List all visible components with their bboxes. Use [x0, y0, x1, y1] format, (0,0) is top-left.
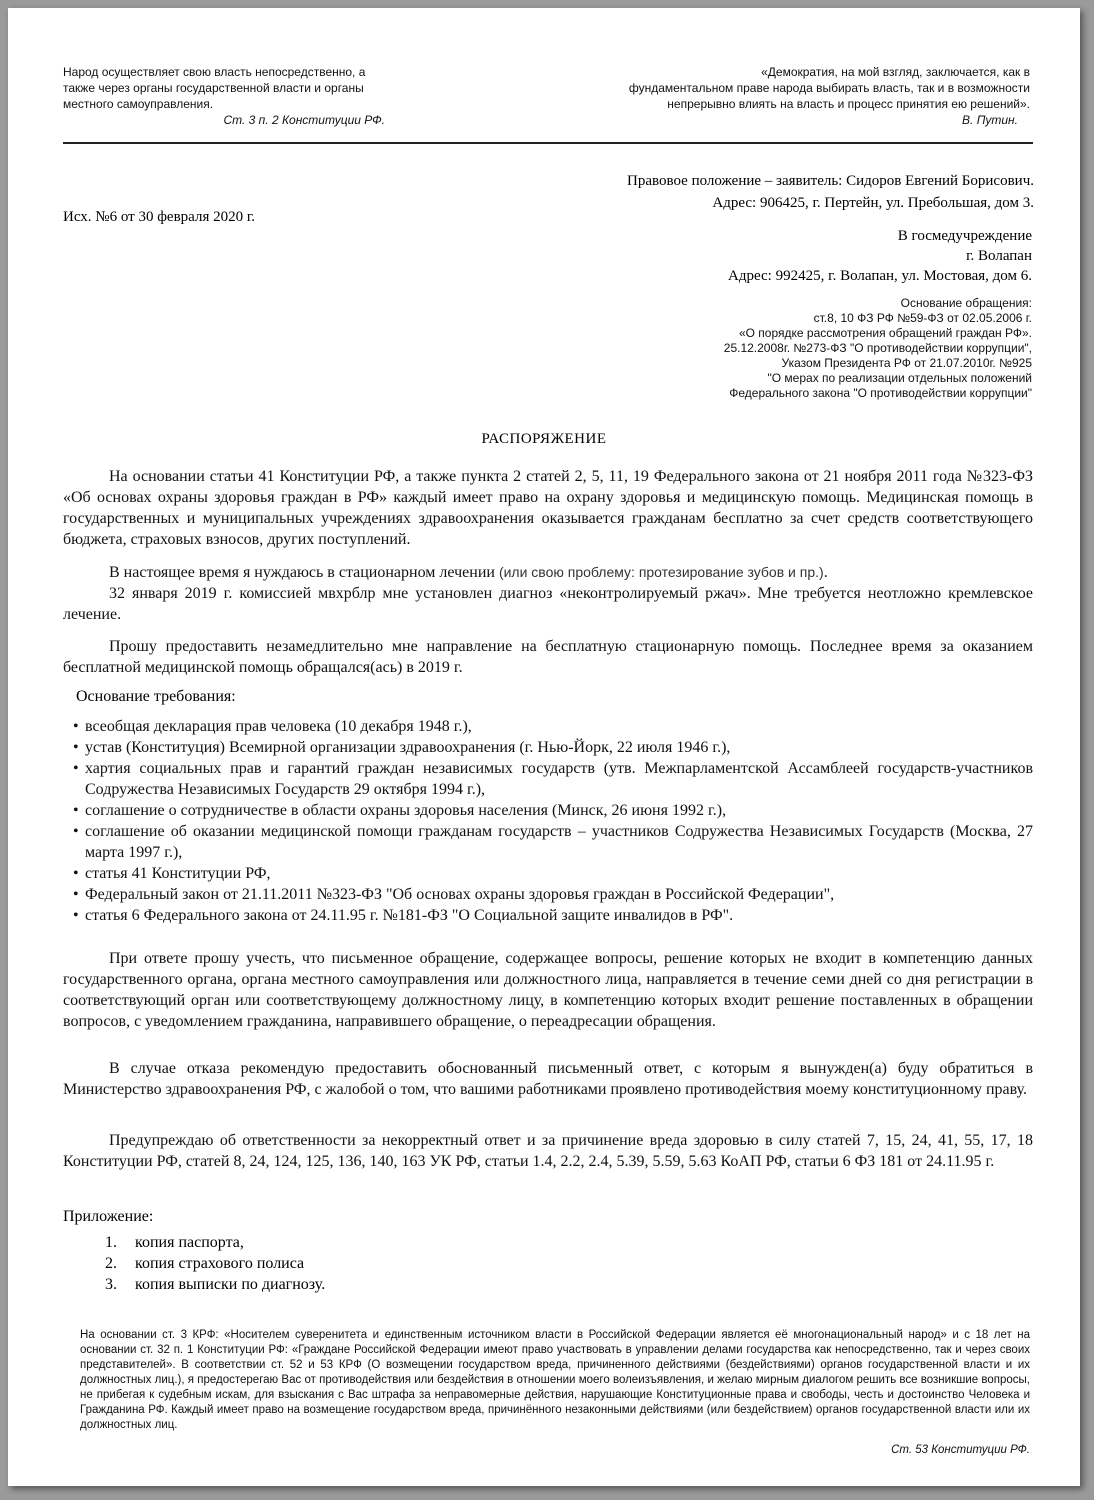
paragraph-refusal: [63, 1058, 1033, 1100]
epigraph-right-line: фундаментальном праве народа выбирать власть, так и в возможности: [628, 81, 1030, 95]
epigraph-right-line: непрерывно влиять на власть и процесс принятия ею решений».: [667, 97, 1030, 111]
list-item: • устав (Конституция) Всемирной организации здравоохранения (г. Нью-Йорк, 22 июля 1946 г.),: [63, 737, 1033, 758]
paragraph-text: На основании статьи 41 Конституции РФ, а также пункта 2 статей 2, 5, 11, 19 Федерального закона от 21 ноября 2011 года №323-ФЗ «Об основах охраны здоровья граждан в РФ» каждый имеет право на охрану здоровья и медицинскую помощь. Медицинская помощь в государственных и муниципальных учреждениях здравоохранения оказывается гражданам бесплатно за счет средств соответствующего бюджета, страховых взносов, других поступлений.: [63, 468, 1033, 548]
epigraph-left-line: местного самоуправления.: [63, 97, 214, 111]
list-item: • статья 6 Федерального закона от 24.11.95 г. №181-ФЗ "О Социальной защите инвалидов в РФ".: [63, 905, 1033, 926]
epigraph-left-line: также через органы государственной власти и органы: [63, 81, 364, 95]
need-text: В настоящее время я нуждаюсь в стационарном лечении: [109, 564, 499, 581]
legal-basis-line: ст.8, 10 ФЗ РФ №59-ФЗ от 02.05.2006 г.: [813, 311, 1032, 325]
legal-basis-line: 25.12.2008г. №273-ФЗ "О противодействии коррупции",: [723, 341, 1032, 355]
applicant-address: Адрес: 906425, г. Пертейн, ул. Пребольшая, дом 3.: [712, 195, 1034, 211]
list-item: [63, 1232, 325, 1253]
paragraph-text: При ответе прошу учесть, что письменное обращение, содержащее вопросы, решение которых не входит в компетенцию данных государственного органа, органа местного самоуправления или должностного лица, направляется в течение семи дней со дня регистрации в соответствующий орган или соответствующему должностному лицу, в компетенцию которых входит решение поставленных в обращении вопросов, с уведомлением гражданина, направившего обращение, о переадресации обращения.: [63, 950, 1033, 1030]
list-item: [63, 1253, 325, 1274]
list-item: • соглашение об оказании медицинской помощи гражданам государств – участников Содружества Независимых Государств (Москва, 27 марта 1997 г.),: [63, 821, 1033, 863]
recipient-address: Адрес: 992425, г. Волапан, ул. Мостовая, дом 6.: [728, 268, 1032, 284]
epigraph-left: [63, 64, 403, 128]
epigraph-left-source: Ст. 3 п. 2 Конституции РФ.: [223, 113, 385, 127]
attachment-text: копия выписки по диагнозу.: [135, 1276, 326, 1293]
attachment-number: 2.: [105, 1255, 117, 1272]
paragraph-text: Прошу предоставить незамедлительно мне направление на бесплатную стационарную помощь. Последнее время за оказанием бесплатной медицинской помощь обращался(ась) в 2019 г.: [63, 638, 1033, 676]
recipient-org: В госмедучреждение: [897, 228, 1032, 244]
list-item: • всеобщая декларация прав человека (10 декабря 1948 г.),: [63, 716, 1033, 737]
attachments-title: Приложение:: [63, 1208, 154, 1225]
attachment-text: копия паспорта,: [135, 1234, 244, 1251]
document-title: РАСПОРЯЖЕНИЕ: [481, 431, 607, 447]
document-page: [8, 8, 1080, 1486]
legal-basis-line: «О порядке рассмотрения обращений граждан РФ».: [738, 326, 1032, 340]
legal-basis-block: [512, 296, 1032, 401]
need-end: .: [823, 564, 828, 581]
legal-basis-line: Указом Президента РФ от 21.07.2010г. №925: [781, 356, 1032, 370]
applicant-block: [514, 170, 1034, 214]
list-item: • соглашение о сотрудничестве в области охраны здоровья населения (Минск, 26 июня 1992 г.),: [63, 800, 1033, 821]
list-item: [63, 1274, 325, 1295]
list-item: • статья 41 Конституции РФ,: [63, 863, 1033, 884]
list-item: • хартия социальных прав и гарантий граждан независимых государств (утв. Межпарламентской Ассамблеей государств-участников Содружества Независимых Государств 29 октября 1994 г.),: [63, 758, 1033, 800]
recipient-block: [512, 226, 1032, 286]
legal-basis-line: Основание обращения:: [900, 296, 1032, 310]
legal-basis-line: Федерального закона "О противодействии коррупции": [729, 386, 1032, 400]
paragraph-legal-basis: [63, 466, 1033, 550]
paragraph-request: [63, 636, 1033, 678]
epigraph-left-line: Народ осуществляет свою власть непосредственно, а: [63, 65, 366, 79]
paragraph-diagnosis: [63, 583, 1033, 625]
legal-basis-line: "О мерах по реализации отдельных положений: [767, 371, 1032, 385]
need-note: (или свою проблему: протезирование зубов и пр.): [498, 564, 824, 580]
list-item: • Федеральный закон от 21.11.2011 №323-ФЗ "Об основах охраны здоровья граждан в Российской Федерации",: [63, 884, 1033, 905]
epigraph-right-source: В. Путин.: [962, 113, 1018, 127]
paragraph-need: [63, 562, 1033, 583]
epigraph-right: [620, 64, 1030, 128]
attachments-list: [63, 1232, 325, 1295]
attachment-number: 3.: [105, 1276, 117, 1293]
attachment-number: 1.: [105, 1234, 117, 1251]
recipient-city: г. Волапан: [966, 248, 1032, 264]
requirement-basis-list: [63, 716, 1033, 926]
paragraph-redirect: [63, 948, 1033, 1032]
paragraph-warning: [63, 1130, 1033, 1172]
footer-note: На основании ст. 3 КРФ: «Носителем суверенитета и единственным источником власти в Российской Федерации является её многонациональный народ» и с 18 лет на основании ст. 32 п. 1 Конституции РФ: «Граждане Российской Федерации имеют право участвовать в управлении делами государства как непосредственно, так и через своих представителей». В соответствии ст. 52 и 53 КРФ (О возмещении государством вреда, причиненного действиями (бездействиями) органов государственной власти и их должностных лиц.), я предостерегаю Вас от противодействия или бездействия в отношении моего волеизъявления, и желаю мирным диалогом решить все возникшие вопросы, не прибегая к судебным искам, для взыскания с Вас штрафа за неправомерные действия, нарушающие Конституционные права и свободы, честь и достоинство Человека и Гражданина РФ. Каждый имеет право на возмещение государством вреда, причинённого незаконными действиями (или бездействием) органов государственной власти или их должностных лиц.: [80, 1329, 1030, 1431]
requirement-basis-title: Основание требования:: [76, 688, 236, 705]
footer-source: Ст. 53 Конституции РФ.: [891, 1444, 1030, 1456]
paragraph-text: Предупреждаю об ответственности за некорректный ответ и за причинение вреда здоровью в силу статей 7, 15, 24, 41, 55, 17, 18 Конституции РФ, статей 8, 24, 124, 125, 136, 140, 163 УК РФ, статьи 1.4, 2.2, 2.4, 5.39, 5.59, 5.63 КоАП РФ, статьи 6 ФЗ 181 от 24.11.95 г.: [63, 1132, 1033, 1170]
applicant-name: Правовое положение – заявитель: Сидоров Евгений Борисович.: [627, 173, 1034, 189]
outgoing-number: Исх. №6 от 30 февраля 2020 г.: [63, 209, 256, 225]
paragraph-text: В случае отказа рекомендую предоставить обоснованный письменный ответ, с которым я вынужден(а) буду обратиться в Министерство здравоохранения РФ, с жалобой о том, что вашими работниками проявлено противодействия моему конституционному праву.: [63, 1060, 1033, 1098]
epigraph-right-line: «Демократия, на мой взгляд, заключается, как в: [761, 65, 1030, 79]
paragraph-text: 32 января 2019 г. комиссией мвхрблр мне установлен диагноз «неконтролируемый ржач». Мне требуется неотложно кремлевское лечение.: [63, 585, 1033, 623]
header-divider: [63, 142, 1033, 144]
attachment-text: копия страхового полиса: [135, 1255, 305, 1272]
